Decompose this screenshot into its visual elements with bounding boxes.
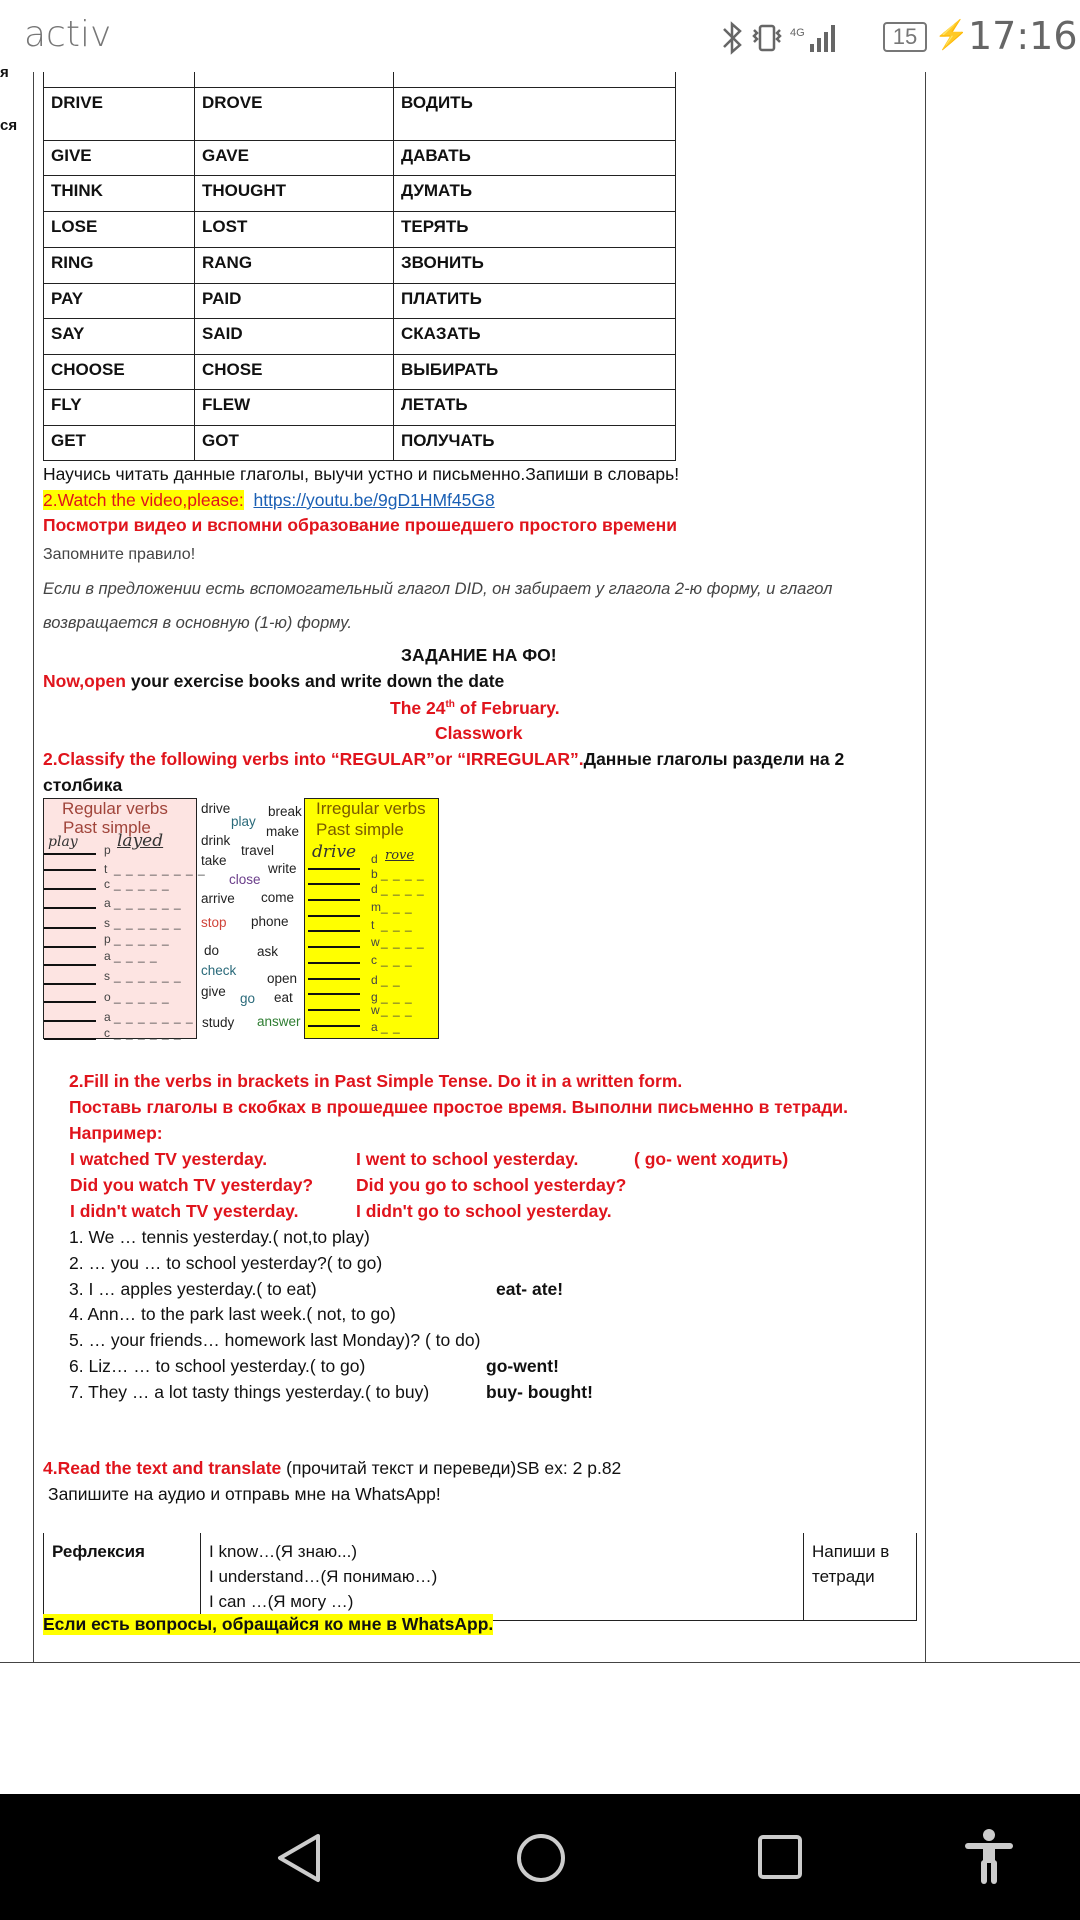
exercise-item: 5. … your friends… homework last Monday)? ( to do) xyxy=(69,1330,481,1351)
letter-hint: p xyxy=(104,843,112,857)
verb-word: drive xyxy=(201,801,231,816)
dash-hint: _ _ _ xyxy=(381,900,413,914)
dash-hint: _ _ _ xyxy=(381,1003,413,1017)
letter-hint: c xyxy=(104,877,111,891)
answer-blank[interactable] xyxy=(44,1001,96,1003)
verb-word: ask xyxy=(257,944,279,959)
charging-icon: ⚡ xyxy=(934,19,969,50)
classify-instruction-cont: столбика xyxy=(43,775,123,795)
letter-hint: a xyxy=(104,949,112,963)
answer-blank[interactable] xyxy=(308,993,360,995)
bluetooth-icon xyxy=(724,24,740,52)
letter-hint: t xyxy=(371,918,376,932)
answer-blank[interactable] xyxy=(308,946,360,948)
record-instruction: Запишите на аудио и отправь мне на WhatsApp! xyxy=(48,1484,441,1504)
classify-instruction: 2.Classify the following verbs into “REGULAR”or “IRREGULAR”.Данные глаголы раздели на 2 xyxy=(43,749,845,769)
classwork-heading: Classwork xyxy=(435,723,523,743)
exercise-item: 1. We … tennis yesterday.( not,to play) xyxy=(69,1227,370,1247)
rule-text: Если в предложении есть вспомогательный глагол DID, он забирает у глагола 2-ю форму, и глагол xyxy=(43,580,833,598)
answer-blank[interactable] xyxy=(308,1025,360,1027)
letter-hint: d xyxy=(371,852,379,866)
dash-hint: _ _ _ _ _ xyxy=(114,932,170,946)
example-sentence: Did you watch TV yesterday? xyxy=(70,1175,314,1195)
answer-blank[interactable] xyxy=(308,868,360,870)
irregular-example-past: rove xyxy=(385,848,415,863)
example-sentence: I watched TV yesterday. xyxy=(70,1149,268,1169)
page-border-right xyxy=(925,72,926,1662)
accessibility-icon[interactable] xyxy=(963,1828,1015,1886)
reflection-note: Напиши в тетради xyxy=(812,1542,890,1586)
dash-hint: _ _ _ _ _ _ xyxy=(114,916,182,930)
dash-hint: _ _ _ _ _ _ _ _ xyxy=(114,862,206,876)
example-sentence: Did you go to school yesterday? xyxy=(356,1175,627,1195)
rule-text: возвращается в основную (1-ю) форму. xyxy=(43,614,352,632)
dash-hint: _ _ _ _ _ _ _ xyxy=(114,1010,194,1024)
exercise-hint: eat- ate! xyxy=(496,1278,564,1299)
watch-label: 2.Watch the video,please: xyxy=(43,490,244,510)
dash-hint: _ _ _ _ _ xyxy=(114,877,170,891)
fo-task-heading: ЗАДАНИЕ НА ФО! xyxy=(401,645,557,665)
letter-hint: p xyxy=(104,932,112,946)
clock: 17:16 xyxy=(968,14,1078,58)
answer-blank[interactable] xyxy=(44,888,96,890)
navigation-bar xyxy=(0,1794,1080,1920)
example-sentence: I went to school yesterday. xyxy=(356,1149,579,1169)
date-heading: The 24th of February. xyxy=(390,698,560,718)
watch-video-line xyxy=(43,490,495,511)
verb-word: arrive xyxy=(201,891,235,906)
exercise-item: 7. They … a lot tasty things yesterday.( to buy) xyxy=(69,1381,430,1402)
dash-hint: _ _ _ _ xyxy=(381,935,425,949)
answer-blank[interactable] xyxy=(44,964,96,966)
read-task: 4.Read the text and translate (прочитай текст и переведи)SB ex: 2 p.82 xyxy=(43,1458,622,1478)
dash-hint: _ _ _ _ _ _ xyxy=(114,1026,182,1040)
letter-hint: w xyxy=(371,1003,381,1017)
dash-hint: _ _ xyxy=(381,1020,401,1034)
exercise-item: 2. … you … to school yesterday?( to go) xyxy=(69,1252,383,1273)
exercise-title-ru: Поставь глаголы в скобках в прошедшее простое время. Выполни письменно в тетради. xyxy=(69,1097,848,1117)
regular-example-base: play xyxy=(48,834,78,850)
learn-instruction: Научись читать данные глаголы, выучи устно и письменно.Запиши в словарь! xyxy=(43,464,680,484)
letter-hint: d xyxy=(371,973,379,987)
recents-icon[interactable] xyxy=(757,1834,803,1880)
irregular-subtitle: Past simple xyxy=(316,820,404,839)
open-books-line: Now,open your exercise books and write down the date xyxy=(43,671,505,691)
answer-blank[interactable] xyxy=(44,853,96,855)
verb-word: open xyxy=(267,971,298,986)
margin-fragment: ся xyxy=(0,117,18,134)
questions-note: Если есть вопросы, обращайся ко мне в WhatsApp. xyxy=(43,1614,494,1634)
answer-blank[interactable] xyxy=(44,869,96,871)
verb-word: eat xyxy=(274,990,293,1005)
answer-blank[interactable] xyxy=(44,1020,96,1022)
status-icons xyxy=(720,20,880,56)
dash-hint: _ _ _ _ _ _ xyxy=(114,896,182,910)
example-sentence: I didn't watch TV yesterday. xyxy=(70,1201,299,1221)
letter-hint: a xyxy=(104,1010,112,1024)
battery-icon: 15 xyxy=(883,22,927,52)
answer-blank[interactable] xyxy=(44,946,96,948)
verb-word: take xyxy=(201,853,227,868)
exercise-hint: buy- bought! xyxy=(486,1381,593,1402)
reflection-table: Рефлексия I know…(Я знаю...) I understand…(Я понимаю…) I can …(Я могу …) Напиши в тетради xyxy=(43,1533,917,1621)
answer-blank[interactable] xyxy=(308,915,360,917)
letter-hint: g xyxy=(371,990,379,1004)
verb-word: do xyxy=(204,943,220,958)
letter-hint: m xyxy=(371,900,382,914)
letter-hint: o xyxy=(104,990,112,1004)
exercise-hint: go-went! xyxy=(486,1356,559,1376)
dash-hint: _ _ _ xyxy=(381,990,413,1004)
verb-word: travel xyxy=(241,843,275,858)
exercise-item: 3. I … apples yesterday.( to eat) xyxy=(69,1278,317,1299)
letter-hint: w xyxy=(371,935,381,949)
dash-hint: _ _ _ _ _ _ xyxy=(114,969,182,983)
irregular-title: Irregular verbs xyxy=(316,799,426,818)
example-sentence: I didn't go to school yesterday. xyxy=(356,1201,612,1221)
verb-word: drink xyxy=(201,833,231,848)
answer-blank[interactable] xyxy=(44,1038,96,1040)
answer-blank[interactable] xyxy=(308,883,360,885)
page-border-bottom xyxy=(0,1662,1080,1663)
verb-word: phone xyxy=(251,914,289,929)
verb-word: study xyxy=(202,1015,235,1030)
answer-blank[interactable] xyxy=(44,983,96,985)
answer-blank[interactable] xyxy=(308,930,360,932)
margin-fragment: я xyxy=(0,64,9,81)
verb-word: break xyxy=(268,804,302,819)
verb-word: check xyxy=(201,963,237,978)
verb-word: play xyxy=(231,814,256,829)
regular-example-past: layed xyxy=(117,831,164,851)
example-label: Например: xyxy=(69,1123,163,1143)
dash-hint: _ _ _ _ xyxy=(381,867,425,881)
exercise-item: 4. Ann… to the park last week.( not, to go) xyxy=(69,1304,396,1325)
irregular-verbs-table: DRIVE DROVE ВОДИТЬ GIVE GAVE ДАВАТЬ THINK THOUGHT ДУМАТЬ LOSE LOST ТЕРЯТЬ RING RANG ЗВОНИТЬ PAY PAID ПЛАТИТЬ SAY SAID СКАЗАТЬ CHOOSE CHOSE ВЫБИРАТЬ FLY FLEW ЛЕТАТЬ GET GOT ПОЛУЧАТЬ xyxy=(43,72,676,461)
answer-blank[interactable] xyxy=(308,899,360,901)
letter-hint: s xyxy=(104,969,111,983)
verb-word: stop xyxy=(201,915,227,930)
verb-word: close xyxy=(229,872,261,887)
verb-word: go xyxy=(240,991,256,1006)
letter-hint: d xyxy=(371,882,379,896)
vibrate-icon xyxy=(754,26,780,50)
network-type: 4G xyxy=(790,27,805,39)
letter-hint: t xyxy=(104,862,109,876)
letter-hint: b xyxy=(371,867,379,881)
signal-icon xyxy=(810,25,835,52)
letter-hint: a xyxy=(371,1020,379,1034)
letter-hint: c xyxy=(371,953,378,967)
letter-hint: a xyxy=(104,896,112,910)
page-border-left xyxy=(33,72,34,1662)
verb-word: make xyxy=(266,824,300,839)
regular-subtitle: Past simple xyxy=(63,818,151,837)
watch-instruction-ru: Посмотри видео и вспомни образование прошедшего простого времени xyxy=(43,515,677,535)
verb-word: come xyxy=(261,890,295,905)
home-icon[interactable] xyxy=(515,1832,567,1884)
back-icon[interactable] xyxy=(274,1832,324,1884)
status-bar xyxy=(0,0,1080,72)
dash-hint: _ _ _ xyxy=(381,918,413,932)
answer-blank[interactable] xyxy=(308,962,360,964)
verb-word: give xyxy=(201,984,226,999)
dash-hint: _ _ _ _ _ xyxy=(114,990,170,1004)
example-sentence: ( go- went ходить) xyxy=(634,1149,789,1169)
answer-blank[interactable] xyxy=(308,1009,360,1011)
answer-blank[interactable] xyxy=(44,927,96,929)
letter-hint: s xyxy=(104,916,111,930)
regular-title: Regular verbs xyxy=(62,799,168,818)
irregular-example-base: drive xyxy=(312,842,357,862)
exercise-item: 6. Liz… … to school yesterday.( to go) xyxy=(69,1356,366,1376)
app-name: activ xyxy=(24,14,112,55)
answer-blank[interactable] xyxy=(308,978,360,980)
exercise-title: 2.Fill in the verbs in brackets in Past Simple Tense. Do it in a written form. xyxy=(69,1071,683,1091)
dash-hint: _ _ xyxy=(381,973,401,987)
answer-blank[interactable] xyxy=(44,907,96,909)
dash-hint: _ _ _ xyxy=(381,953,413,967)
video-link[interactable]: https://youtu.be/9gD1HMf45G8 xyxy=(253,490,495,510)
letter-hint: c xyxy=(104,1026,111,1040)
dash-hint: _ _ _ _ xyxy=(381,882,425,896)
verb-word: answer xyxy=(257,1014,301,1029)
remember-label: Запомните правило! xyxy=(43,546,196,563)
verb-word: write xyxy=(268,861,297,876)
reflection-label: Рефлексия xyxy=(44,1533,201,1621)
dash-hint: _ _ _ _ xyxy=(114,949,158,963)
